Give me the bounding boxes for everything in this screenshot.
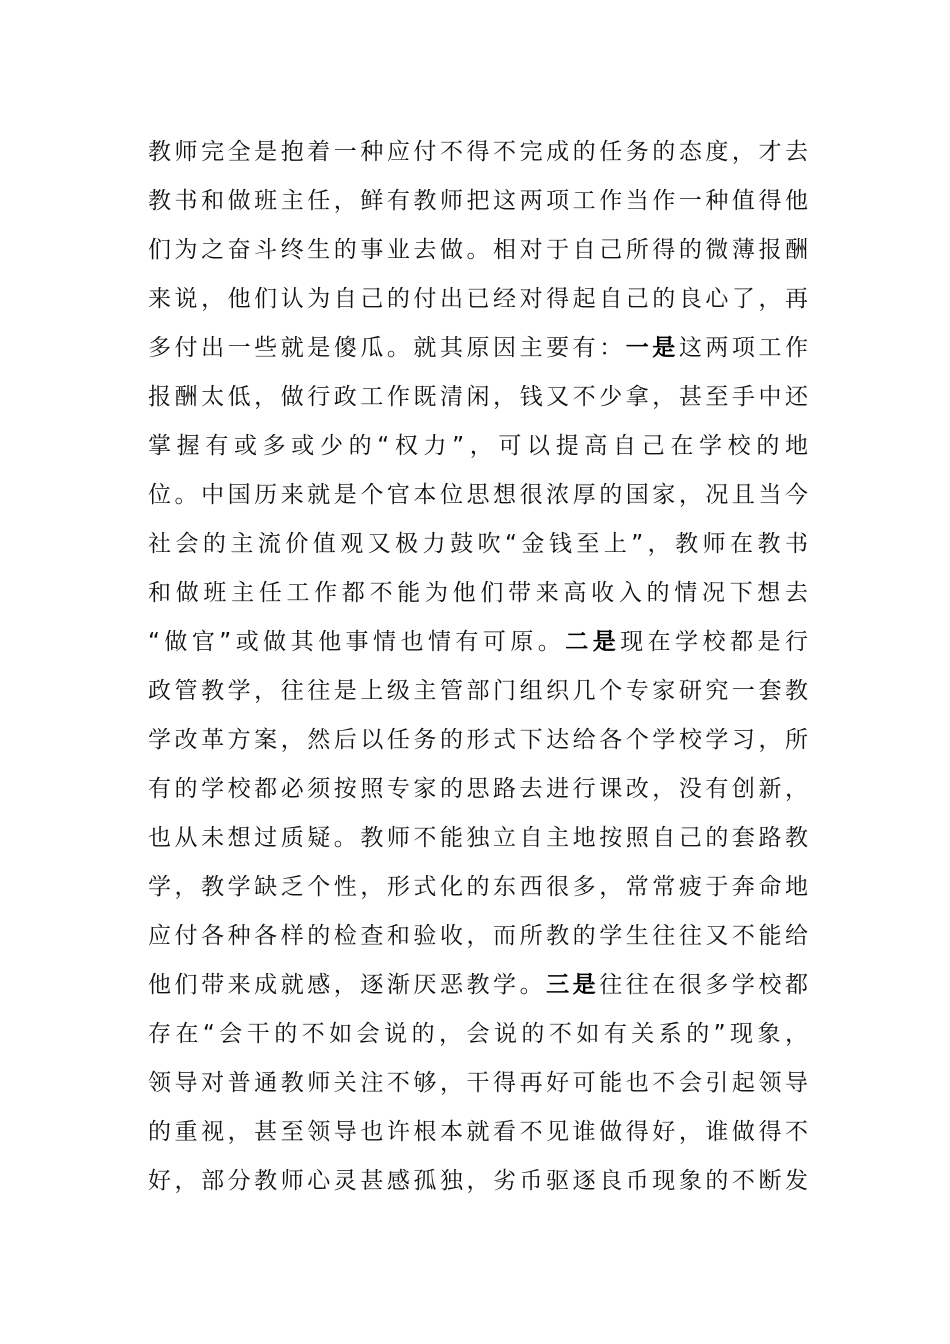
text-line — [148, 1059, 808, 1108]
text-run: 他们带来成就感，逐渐厌恶教学。 — [148, 972, 547, 998]
text-line — [148, 226, 808, 275]
text-run: 存在“会干的不如会说的，会说的不如有关系的”现象， — [148, 1021, 808, 1047]
text-line — [148, 961, 808, 1010]
text-line — [148, 1010, 808, 1059]
text-run: 好，部分教师心灵甚感孤独，劣币驱逐良币现象的不断发 — [148, 1168, 808, 1194]
text-line — [148, 765, 808, 814]
body-paragraph — [148, 128, 808, 1206]
text-line — [148, 667, 808, 716]
text-run: 学改革方案，然后以任务的形式下达给各个学校学习，所 — [148, 727, 808, 753]
text-run: 教师完全是抱着一种应付不得不完成的任务的态度，才去 — [148, 139, 808, 165]
bold-emphasis: 三是 — [546, 972, 600, 998]
text-run: 这两项工作 — [678, 335, 808, 361]
text-line — [148, 128, 808, 177]
text-run: 来说，他们认为自己的付出已经对得起自己的良心了，再 — [148, 286, 808, 312]
text-line — [148, 324, 808, 373]
text-line — [148, 863, 808, 912]
text-line — [148, 275, 808, 324]
text-run: 多付出一些就是傻瓜。就其原因主要有： — [148, 335, 626, 361]
text-run: 学，教学缺乏个性，形式化的东西很多，常常疲于奔命地 — [148, 874, 808, 900]
text-line — [148, 618, 808, 667]
text-line — [148, 814, 808, 863]
text-run: 报酬太低，做行政工作既清闲，钱又不少拿，甚至手中还 — [148, 384, 808, 410]
text-line — [148, 1108, 808, 1157]
text-run: 们为之奋斗终生的事业去做。相对于自己所得的微薄报酬 — [148, 237, 808, 263]
text-run: 位。中国历来就是个官本位思想很浓厚的国家，况且当今 — [148, 482, 808, 508]
text-line — [148, 422, 808, 471]
text-line — [148, 716, 808, 765]
bold-emphasis: 二是 — [565, 629, 621, 655]
text-run: 也从未想过质疑。教师不能独立自主地按照自己的套路教 — [148, 825, 808, 851]
text-run: 应付各种各样的检查和验收，而所教的学生往往又不能给 — [148, 923, 808, 949]
text-line — [148, 471, 808, 520]
text-run: 有的学校都必须按照专家的思路去进行课改，没有创新， — [148, 776, 808, 802]
text-line — [148, 373, 808, 422]
text-run: 领导对普通教师关注不够，干得再好可能也不会引起领导 — [148, 1070, 808, 1096]
text-line — [148, 912, 808, 961]
bold-emphasis: 一是 — [625, 335, 679, 361]
text-run: “做官”或做其他事情也情有可原。 — [148, 629, 566, 655]
text-line — [148, 569, 808, 618]
text-run: 的重视，甚至领导也许根本就看不见谁做得好，谁做得不 — [148, 1119, 808, 1145]
text-run: 教书和做班主任，鲜有教师把这两项工作当作一种值得他 — [148, 188, 808, 214]
text-line — [148, 177, 808, 226]
text-line — [148, 1157, 808, 1206]
text-run: 往往在很多学校都 — [599, 972, 808, 998]
text-line — [148, 520, 808, 569]
text-run: 政管教学，往往是上级主管部门组织几个专家研究一套教 — [148, 678, 808, 704]
text-run: 掌握有或多或少的“权力”，可以提高自己在学校的地 — [148, 433, 808, 459]
text-run: 现在学校都是行 — [620, 629, 808, 655]
text-run: 社会的主流价值观又极力鼓吹“金钱至上”，教师在教书 — [148, 531, 808, 557]
text-run: 和做班主任工作都不能为他们带来高收入的情况下想去 — [148, 580, 808, 606]
